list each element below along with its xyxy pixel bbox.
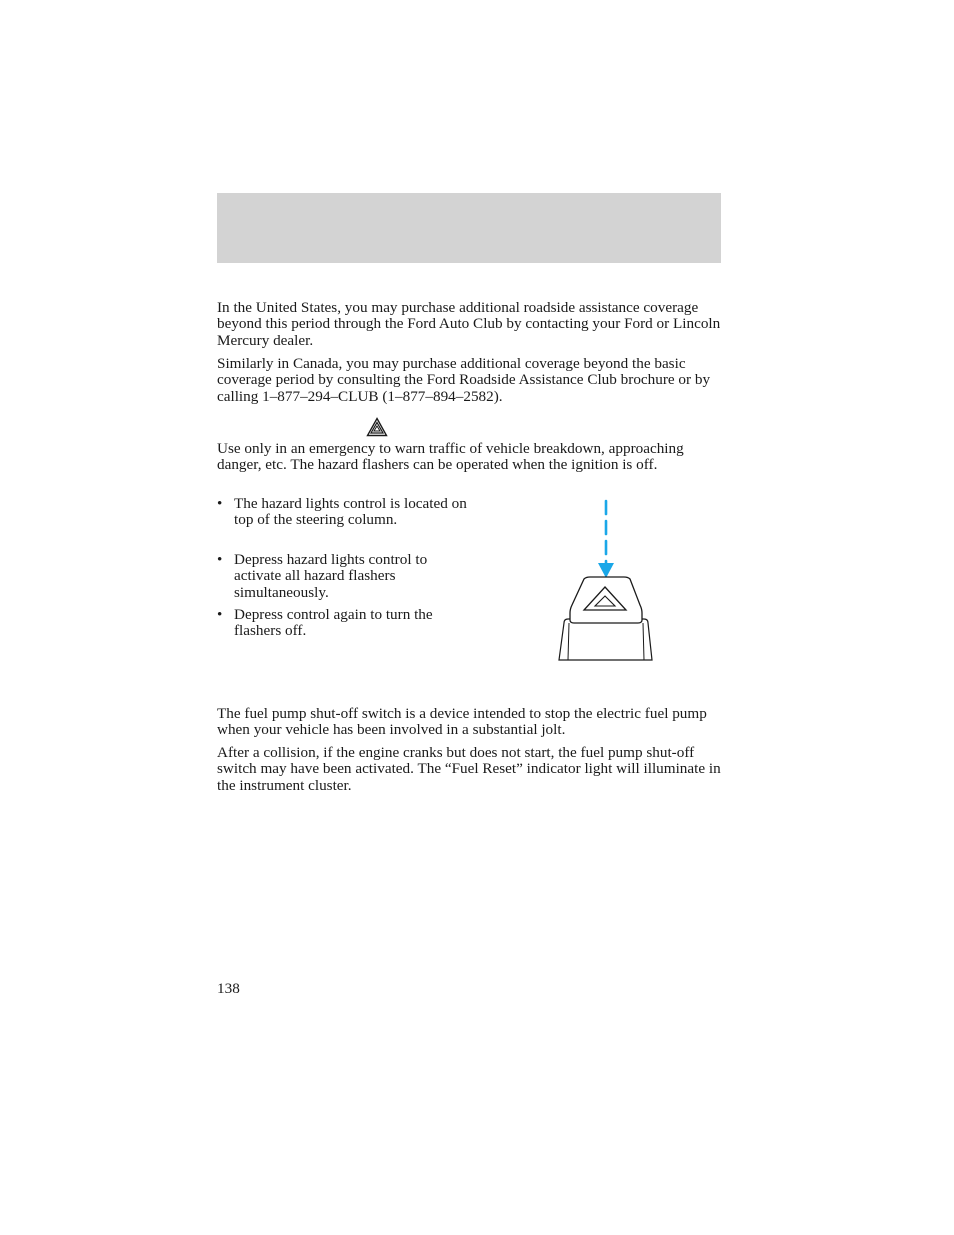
paragraph-fuel-pump-collision: After a collision, if the engine cranks but does not start, the fuel pump shut-off switch may have been activated. The “Fuel Reset” indicator light will illuminate in the instrument cluster. [217,744,721,794]
hazard-triangle-icon [366,417,388,437]
page-number: 138 [217,980,240,997]
bullet-text: Depress hazard lights control to activate all hazard flashers simultaneously. [234,551,428,601]
bullet-dot: • [217,606,223,623]
bullet-dot: • [217,551,223,568]
bullet-text: The hazard lights control is located on top of the steering column. [234,495,467,529]
bullet-text: Depress control again to turn the flashers off. [234,606,433,640]
paragraph-roadside-canada: Similarly in Canada, you may purchase additional coverage beyond the basic coverage period by consulting the Ford Roadside Assistance Club brochure or by calling 1–877–294–CLUB (1–877–894–2582). [217,355,711,405]
bullet-dot: • [217,495,223,512]
paragraph-fuel-pump-intro: The fuel pump shut-off switch is a device intended to stop the electric fuel pump when your vehicle has been involved in a substantial jolt. [217,705,707,739]
paragraph-roadside-us: In the United States, you may purchase additional roadside assistance coverage beyond this period through the Ford Auto Club by contacting your Ford or Lincoln Mercury dealer. [217,299,721,349]
press-arrow-head [598,563,614,578]
paragraph-hazard-intro: Use only in an emergency to warn traffic of vehicle breakdown, approaching danger, etc. The hazard flashers can be operated when the ignition is off. [217,440,684,474]
hazard-switch-illustration [550,495,660,665]
section-header-band [217,193,721,263]
